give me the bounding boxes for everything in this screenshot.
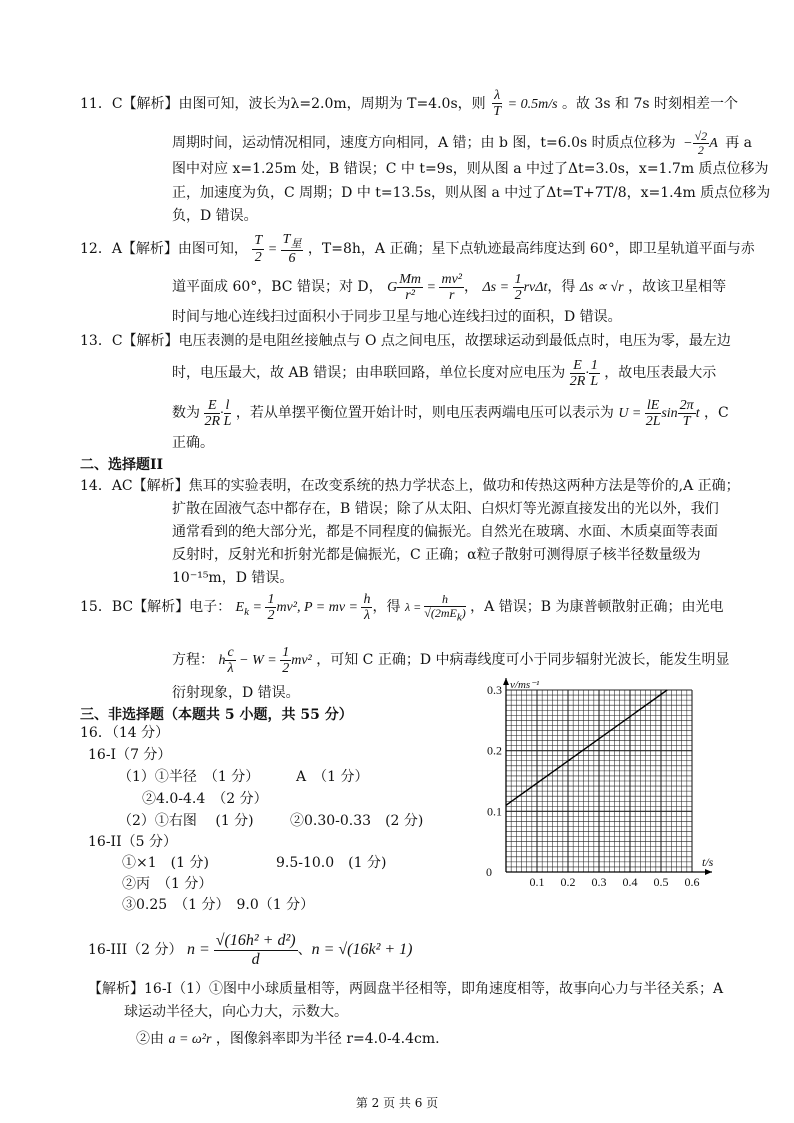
q11-line5: 负，D 错误。	[172, 208, 258, 224]
page-footer: 第 2 页 共 6 页	[355, 1096, 439, 1110]
q16-part2-b: ②丙 （1 分）	[122, 876, 213, 892]
q15-line1	[80, 592, 723, 624]
q14-line3: 通常看到的绝大部分光，都是不同程度的偏振光。自然光在玻璃、水面、木质桌面等表面	[172, 524, 718, 540]
q11-text-2c: 再 a	[725, 134, 752, 151]
chart-tick-labels	[486, 679, 714, 889]
q16-part3	[88, 932, 413, 968]
q11-text-1b: 。故 3s 和 7s 时刻相差一个	[562, 95, 739, 112]
q15-energy-formula: $E_k$ = $\frac{1}{2}$ mv², P = mv = $\frac{h}{\lambda}$	[235, 592, 371, 624]
q13-unit-voltage: $\frac{E}{2R}$ · $\frac{1}{L}$	[569, 358, 599, 390]
q11-text-1a: 11．C【解析】由图可知，波长为λ=2.0m，周期为 T=4.0s，则	[80, 95, 486, 112]
q14-line5: 10⁻¹⁵m，D 错误。	[172, 570, 294, 586]
q16-part3-formula-b: n = √(16k² + 1)	[311, 940, 413, 958]
y-tick-label: 0.3	[487, 683, 502, 697]
q15-text-1c: ，A 错误；B 为康普顿散射正确；由光电	[470, 599, 724, 616]
q16-acc-formula: a = ω²r	[168, 1032, 212, 1047]
q12-period-rhs: $\frac{T_星}{6}$	[282, 232, 302, 266]
q16-part3-heading: 16-III（2 分）	[88, 941, 183, 958]
q16-analysis-3a: ②由	[136, 1031, 164, 1047]
q13-text-2b: ，故电压表最大示	[604, 365, 717, 382]
q11-line4: 正，加速度为负，C 周期；D 中 t=13.5s，则从图 a 中过了Δt=T+7T/8，x=1.4m 质点位移为	[172, 185, 771, 201]
q13-line3	[172, 398, 729, 430]
section-3-heading: 三、非选择题（本题共 5 小题，共 55 分）	[80, 707, 353, 723]
velocity-time-chart	[470, 672, 720, 890]
origin-label: 0	[486, 865, 492, 879]
q12-text-1b: ，T=8h，A 正确；星下点轨迹最高纬度达到 60°，即卫星轨道平面与赤	[307, 241, 755, 258]
q12-area-formula: Δs = $\frac{1}{2}$ rvΔt	[482, 272, 548, 304]
q13-line4: 正确。	[172, 435, 214, 451]
x-tick-label: 0.5	[653, 875, 669, 889]
q15-text-1a: 15．BC【解析】电子：	[80, 599, 232, 616]
y-tick-label: 0.2	[487, 743, 502, 758]
q12-period-formula: $\frac{T}{2}$	[254, 233, 263, 265]
q12-text-2d: ，故该卫星相等	[628, 279, 727, 296]
q15-text-2a: 方程：	[172, 652, 214, 669]
x-tick-label: 0.2	[560, 875, 576, 889]
q14-line2: 扩散在固液气态中都存在，B 错误；除了从太阳、白炽灯等光源直接发出的光以外，我们	[172, 501, 719, 517]
q13-text-2a: 时，电压最大，故 AB 错误；由串联回路，单位长度对应电压为	[172, 365, 566, 382]
q15-wavelength-formula: λ = $\frac{h}{√(2mE_k)}$	[404, 592, 466, 624]
q15-text-1b: ，得	[372, 599, 401, 616]
q16-title: 16．（14 分）	[80, 725, 170, 741]
q12-text-2c: ，得	[547, 279, 576, 296]
q16-analysis-3b: ，图像斜率即为半径 r=4.0-4.4cm.	[215, 1031, 440, 1047]
q12-proportion: Δs ∝ √r	[579, 280, 624, 296]
q13-text-3a: 数为	[172, 405, 200, 422]
q16-part1-a2: A （1 分）	[296, 769, 369, 785]
q16-part2-heading: 16-II（5 分）	[88, 834, 177, 850]
q12-text-2a: 道平面成 60°，BC 错误；对 D，	[172, 279, 383, 296]
x-tick-label: 0.1	[529, 875, 545, 889]
q16-part1-b: ②4.0-4.4 （2 分）	[142, 791, 268, 807]
chart-axes	[503, 678, 712, 875]
q15-text-2b: ，可知 C 正确；D 中病毒线度可小于同步辐射光波长，能发生明显	[316, 652, 730, 669]
q11-line2	[172, 130, 752, 157]
q16-part2-a: ①×1 (1 分)	[122, 855, 209, 871]
y-tick-label: 0.1	[487, 804, 502, 819]
q16-analysis-3	[136, 1028, 440, 1048]
chart-series	[506, 690, 667, 805]
q12-gravity-formula: G $\frac{Mm}{\text{r²}}$ = $\frac{\text{mv²}}{r}$	[387, 272, 462, 304]
data-line	[506, 690, 667, 805]
q13-voltage-formula: U = $\frac{lE}{2L}$ sin $\frac{2\pi}{T}$ t	[618, 398, 700, 430]
q13-line2	[172, 358, 716, 390]
q12-eq-sign: =	[264, 242, 281, 258]
q16-part1-c2: ②0.30-0.33 (2 分)	[290, 813, 424, 829]
q15-line3: 衍射现象，D 错误。	[172, 685, 300, 701]
x-tick-label: 0.3	[591, 875, 607, 889]
q11-displacement: − $\frac{√2}{2}$ A	[683, 129, 718, 158]
q13-text-3b: ，若从单摆平衡位置开始计时，则电压表两端电压可以表示为	[235, 405, 614, 422]
q16-part3-sep: 、	[297, 941, 312, 958]
q14-line4: 反射时，反射光和折射光都是偏振光，C 正确；α粒子散射可测得原子核半径数量级为	[172, 547, 701, 563]
q13-text-3c: ，C	[704, 405, 729, 422]
q12-text-2b: ，	[464, 279, 478, 296]
y-axis-label: v/ms⁻¹	[510, 679, 540, 691]
q16-analysis-2: 球运动半径大，向心力大，示数大。	[124, 1004, 348, 1020]
q11-formula-tail: = 0.5m/s	[504, 96, 558, 112]
q12-text-1a: 12．A【解析】由图可知，	[80, 241, 248, 258]
q16-part1-c: （2）①右图 (1 分)	[118, 813, 254, 829]
q12-line1	[80, 232, 755, 266]
q16-analysis-1: 【解析】16-I（1）①图中小球质量相等，两圆盘半径相等，即角速度相等，故事向心力与半径关系；A	[88, 981, 724, 997]
q16-part3-formula-a: n = $\frac{\text{√(16h² + d²)}}{d}$	[186, 932, 296, 968]
q13-max-voltage: $\frac{E}{2R}$ · $\frac{l}{L}$	[204, 398, 232, 430]
q15-photoelectric-formula: h $\frac{c}{\lambda}$ − W = $\frac{1}{2}$ mv²	[218, 645, 312, 677]
q16-part1-heading: 16-I（7 分）	[88, 747, 172, 763]
q12-line2	[172, 272, 726, 304]
x-axis-label: t/s	[702, 855, 714, 869]
x-axis-arrow	[705, 869, 712, 875]
section-2-heading: 二、选择题II	[80, 457, 164, 473]
q11-velocity-formula: $\frac{\lambda}{T}$	[493, 88, 502, 120]
q16-part2-a2: 9.5-10.0 (1 分)	[276, 855, 387, 871]
q16-part1-a: （1）①半径 （1 分）	[118, 769, 260, 785]
q16-part2-c: ③0.25 （1 分） 9.0（1 分）	[122, 897, 315, 913]
q11-line3: 图中对应 x=1.25m 处，B 错误；C 中 t=9s，则从图 a 中过了Δt=3.0s，x=1.7m 质点位移为	[172, 161, 769, 177]
q11-text-2a: 周期时间，运动情况相同，速度方向相同，A 错；由 b 图，t=6.0s 时质点位移为	[172, 134, 676, 151]
x-tick-label: 0.6	[684, 875, 700, 889]
chart-grid	[506, 690, 692, 872]
q13-line1: 13．C【解析】电压表测的是电阻丝接触点与 O 点之间电压，故摆球运动到最低点时，电压为零，最左边	[80, 333, 731, 349]
q12-line3: 时间与地心连线扫过面积小于同步卫星与地心连线扫过的面积，D 错误。	[172, 309, 622, 325]
x-tick-label: 0.4	[622, 875, 638, 889]
q11-line1	[80, 88, 738, 120]
y-axis-arrow	[503, 678, 509, 685]
q14-line1: 14．AC【解析】焦耳的实验表明，在改变系统的热力学状态上，做功和传热这两种方法是等价的,A 正确；	[80, 478, 740, 494]
